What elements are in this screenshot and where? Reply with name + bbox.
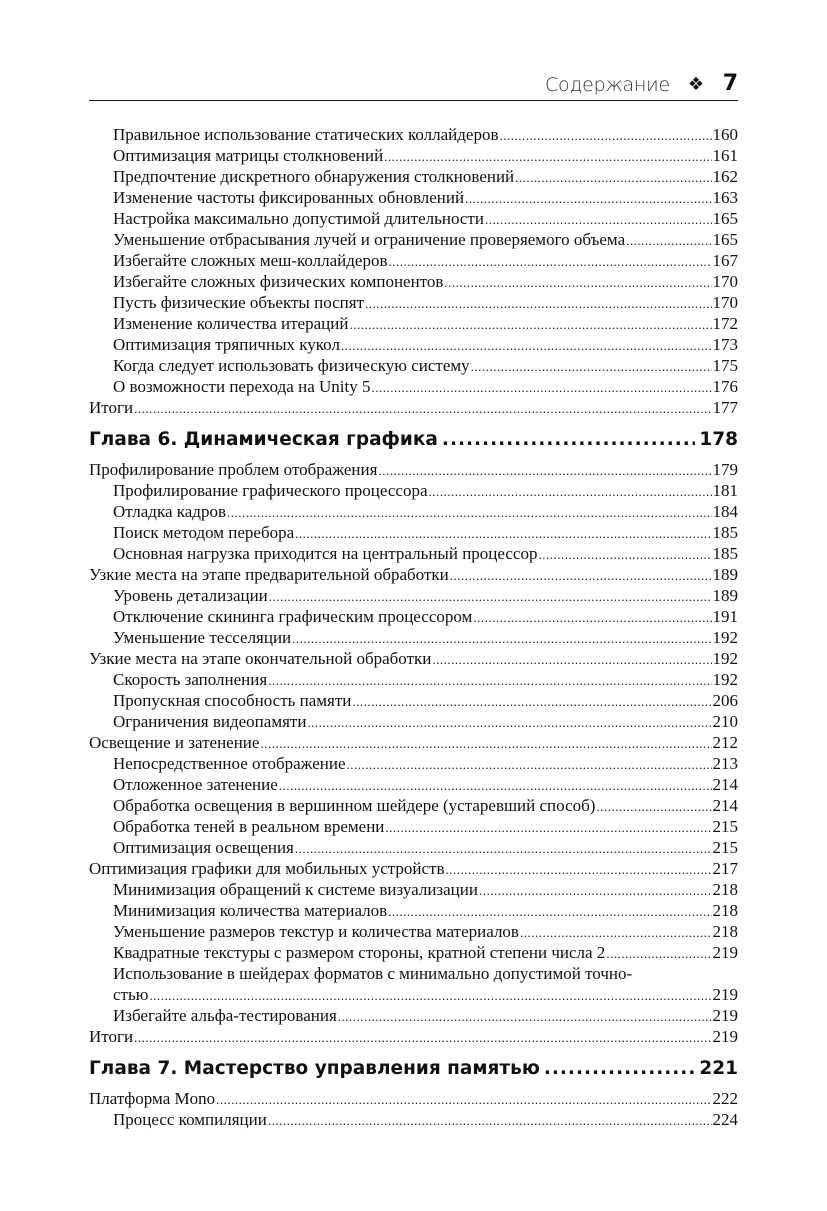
- toc-entry-title: Минимизация обращений к системе визуализации: [113, 880, 478, 899]
- toc-entry-title: Отладка кадров: [113, 502, 226, 521]
- running-head-separator-icon: ❖: [687, 74, 704, 95]
- toc-entry: [89, 690, 738, 711]
- dot-leader: [471, 356, 712, 377]
- toc-entry-page: 167: [712, 251, 738, 270]
- dot-leader: [388, 251, 711, 272]
- toc-entry: [89, 837, 738, 858]
- toc-entry-page: 215: [712, 838, 738, 857]
- toc-entry: [89, 1005, 738, 1026]
- toc-entry-title: Уменьшение тесселяции: [113, 628, 292, 647]
- toc-entry: [89, 942, 738, 963]
- toc-entry-title: Правильное использование статических коллайдеров: [113, 125, 499, 144]
- dot-leader: [365, 293, 711, 314]
- dot-leader: [295, 838, 712, 859]
- dot-leader: [307, 712, 711, 733]
- dot-leader: [465, 188, 711, 209]
- dot-leader: [429, 481, 712, 502]
- toc-entry: [89, 166, 738, 187]
- dot-leader: [341, 335, 712, 356]
- toc-entry-page: 181: [712, 481, 738, 500]
- toc-entry: [89, 564, 738, 585]
- toc-entry: [89, 648, 738, 669]
- toc-entry-page: 165: [712, 209, 738, 228]
- dot-leader: [149, 985, 711, 1006]
- toc-entry: [89, 208, 738, 229]
- dot-leader: [347, 754, 712, 775]
- table-of-contents: [89, 124, 738, 1130]
- toc-entry-title: Уменьшение размеров текстур и количества материалов: [113, 922, 519, 941]
- dot-leader: [485, 209, 712, 230]
- toc-entry-title: Процесс компиляции: [113, 1110, 267, 1129]
- toc-entry-title: Оптимизация освещения: [113, 838, 294, 857]
- toc-entry-page: 214: [712, 775, 738, 794]
- dot-leader: [450, 565, 712, 586]
- toc-entry-title: Основная нагрузка приходится на центральный процессор: [113, 544, 538, 563]
- dot-leader: [385, 817, 711, 838]
- toc-entry-title: Избегайте сложных меш-коллайдеров: [113, 251, 388, 270]
- toc-entry: [89, 480, 738, 501]
- toc-entry-page: 177: [712, 398, 738, 417]
- toc-entry-page: 185: [712, 523, 738, 542]
- toc-entry-page: 218: [712, 922, 738, 941]
- toc-entry-page: 224: [712, 1110, 738, 1129]
- toc-entry: [89, 753, 738, 774]
- toc-entry-title: Когда следует использовать физическую систему: [113, 356, 470, 375]
- toc-entry-title: Ограничения видеопамяти: [113, 712, 307, 731]
- toc-entry: [89, 501, 738, 522]
- toc-entry-page: 172: [712, 314, 738, 333]
- toc-entry: [89, 606, 738, 627]
- toc-entry-title: Использование в шейдерах форматов с минимально допустимой точно-: [113, 964, 633, 983]
- toc-entry: [89, 145, 738, 166]
- dot-leader: [384, 146, 711, 167]
- toc-entry-title: Предпочтение дискретного обнаружения столкновений: [113, 167, 515, 186]
- toc-entry: [89, 1109, 738, 1130]
- toc-entry-page: 219: [712, 943, 738, 962]
- toc-entry: [89, 711, 738, 732]
- toc-entry-title: Профилирование графического процессора: [113, 481, 428, 500]
- toc-entry-page: 212: [712, 733, 738, 752]
- dot-leader: [544, 1054, 696, 1084]
- toc-entry: [89, 921, 738, 942]
- toc-entry-page: 206: [712, 691, 738, 710]
- toc-entry-page: 218: [712, 901, 738, 920]
- dot-leader: [134, 1027, 711, 1048]
- dot-leader: [442, 425, 695, 455]
- dot-leader: [268, 1110, 712, 1131]
- dot-leader: [499, 125, 711, 146]
- toc-entry-page: 170: [712, 293, 738, 312]
- toc-entry-title: Избегайте альфа-тестирования: [113, 1006, 337, 1025]
- toc-entry: [89, 1088, 738, 1109]
- toc-entry-page: 175: [712, 356, 738, 375]
- running-head-title: Содержание: [544, 74, 670, 96]
- toc-entry-page: 213: [712, 754, 738, 773]
- toc-entry-title: Изменение количества итераций: [113, 314, 349, 333]
- toc-entry-page: 184: [712, 502, 738, 521]
- toc-entry-title: Настройка максимально допустимой длительности: [113, 209, 484, 228]
- toc-entry: [89, 585, 738, 606]
- dot-leader: [295, 523, 711, 544]
- toc-entry: [89, 397, 738, 418]
- toc-entry: [89, 879, 738, 900]
- toc-entry-title: стью: [113, 985, 149, 1004]
- toc-entry-page: 173: [712, 335, 738, 354]
- toc-entry: [89, 376, 738, 397]
- toc-entry-title: Глава 6. Динамическая графика: [89, 429, 438, 450]
- dot-leader: [378, 460, 711, 481]
- toc-entry-page: 218: [712, 880, 738, 899]
- toc-entry: [89, 187, 738, 208]
- toc-entry: [89, 858, 738, 879]
- toc-entry: [89, 669, 738, 690]
- toc-entry-title: Глава 7. Мастерство управления памятью: [89, 1058, 540, 1079]
- toc-entry-page: 210: [712, 712, 738, 731]
- toc-entry: [89, 229, 738, 250]
- toc-entry: [89, 900, 738, 921]
- toc-entry-page: 162: [712, 167, 738, 186]
- toc-entry-page: 214: [712, 796, 738, 815]
- dot-leader: [473, 607, 711, 628]
- toc-entry-title: Освещение и затенение: [89, 733, 260, 752]
- toc-entry-page: 191: [712, 607, 738, 626]
- toc-entry-title: Обработка теней в реальном времени: [113, 817, 385, 836]
- toc-entry-title: Итоги: [89, 1027, 134, 1046]
- toc-entry-title: Обработка освещения в вершинном шейдере (устаревший способ): [113, 796, 596, 815]
- toc-entry-title: Профилирование проблем отображения: [89, 460, 378, 479]
- toc-entry: [89, 543, 738, 564]
- dot-leader: [268, 670, 711, 691]
- toc-entry-title: Пропускная способность памяти: [113, 691, 352, 710]
- dot-leader: [371, 377, 711, 398]
- toc-entry: [89, 355, 738, 376]
- toc-entry-page: 217: [712, 859, 738, 878]
- page-number: 7: [722, 71, 738, 96]
- dot-leader: [626, 230, 711, 251]
- toc-chapter: [89, 425, 738, 455]
- toc-entry-title: Оптимизация графики для мобильных устройств: [89, 859, 445, 878]
- dot-leader: [538, 544, 711, 565]
- toc-entry: [89, 984, 738, 1005]
- toc-entry-title: Избегайте сложных физических компонентов: [113, 272, 444, 291]
- toc-entry-page: 170: [712, 272, 738, 291]
- toc-entry-title: Оптимизация тряпичных кукол: [113, 335, 340, 354]
- toc-entry-title: Отключение скининга графическим процессором: [113, 607, 473, 626]
- dot-leader: [216, 1089, 711, 1110]
- dot-leader: [520, 922, 712, 943]
- dot-leader: [596, 796, 711, 817]
- dot-leader: [515, 167, 711, 188]
- toc-entry-page: 189: [712, 586, 738, 605]
- toc-entry: [89, 522, 738, 543]
- toc-entry-page: 163: [712, 188, 738, 207]
- dot-leader: [338, 1006, 712, 1027]
- dot-leader: [349, 314, 711, 335]
- dot-leader: [279, 775, 712, 796]
- toc-entry-page: 176: [712, 377, 738, 396]
- toc-entry-page: 221: [699, 1058, 738, 1079]
- toc-entry-page: 192: [712, 628, 738, 647]
- dot-leader: [432, 649, 711, 670]
- toc-entry: [89, 627, 738, 648]
- toc-entry-title: Минимизация количества материалов: [113, 901, 388, 920]
- toc-entry: [89, 963, 738, 984]
- toc-entry-title: О возможности перехода на Unity 5: [113, 377, 371, 396]
- toc-entry-title: Скорость заполнения: [113, 670, 268, 689]
- toc-entry-page: 219: [712, 985, 738, 1004]
- toc-entry: [89, 124, 738, 145]
- dot-leader: [227, 502, 712, 523]
- toc-entry-title: Уровень детализации: [113, 586, 268, 605]
- dot-leader: [269, 586, 712, 607]
- toc-entry-page: 160: [712, 125, 738, 144]
- toc-entry: [89, 774, 738, 795]
- dot-leader: [479, 880, 712, 901]
- toc-entry-title: Изменение частоты фиксированных обновлений: [113, 188, 465, 207]
- toc-entry: [89, 334, 738, 355]
- dot-leader: [444, 272, 711, 293]
- toc-entry-page: 161: [712, 146, 738, 165]
- running-head: [89, 70, 738, 101]
- dot-leader: [260, 733, 711, 754]
- toc-entry: [89, 250, 738, 271]
- toc-entry-page: 192: [712, 649, 738, 668]
- toc-entry-title: Платформа Mono: [89, 1089, 216, 1108]
- toc-entry: [89, 292, 738, 313]
- toc-entry-page: 178: [699, 429, 738, 450]
- dot-leader: [606, 943, 711, 964]
- toc-entry-page: 219: [712, 1006, 738, 1025]
- toc-entry-title: Уменьшение отбрасывания лучей и ограничение проверяемого объема: [113, 230, 626, 249]
- dot-leader: [388, 901, 711, 922]
- toc-entry: [89, 1026, 738, 1047]
- toc-entry-title: Пусть физические объекты поспят: [113, 293, 365, 312]
- toc-entry: [89, 795, 738, 816]
- toc-entry-page: 222: [712, 1089, 738, 1108]
- toc-chapter: [89, 1054, 738, 1084]
- dot-leader: [134, 398, 711, 419]
- toc-entry-page: 185: [712, 544, 738, 563]
- toc-entry-page: 179: [712, 460, 738, 479]
- dot-leader: [352, 691, 711, 712]
- toc-entry: [89, 313, 738, 334]
- toc-entry-title: Отложенное затенение: [113, 775, 278, 794]
- toc-entry: [89, 732, 738, 753]
- toc-entry-title: Поиск методом перебора: [113, 523, 295, 542]
- toc-entry: [89, 816, 738, 837]
- toc-entry-title: Оптимизация матрицы столкновений: [113, 146, 384, 165]
- toc-entry: [89, 459, 738, 480]
- toc-entry-title: Квадратные текстуры с размером стороны, кратной степени числа 2: [113, 943, 606, 962]
- toc-entry-title: Узкие места на этапе предварительной обработки: [89, 565, 449, 584]
- toc-entry-page: 189: [712, 565, 738, 584]
- toc-entry-title: Итоги: [89, 398, 134, 417]
- toc-entry-page: 192: [712, 670, 738, 689]
- toc-entry-title: Непосредственное отображение: [113, 754, 346, 773]
- toc-entry-page: 219: [712, 1027, 738, 1046]
- dot-leader: [446, 859, 712, 880]
- toc-entry-page: 215: [712, 817, 738, 836]
- toc-entry-page: 165: [712, 230, 738, 249]
- toc-entry: [89, 271, 738, 292]
- toc-entry-title: Узкие места на этапе окончательной обработки: [89, 649, 432, 668]
- dot-leader: [292, 628, 711, 649]
